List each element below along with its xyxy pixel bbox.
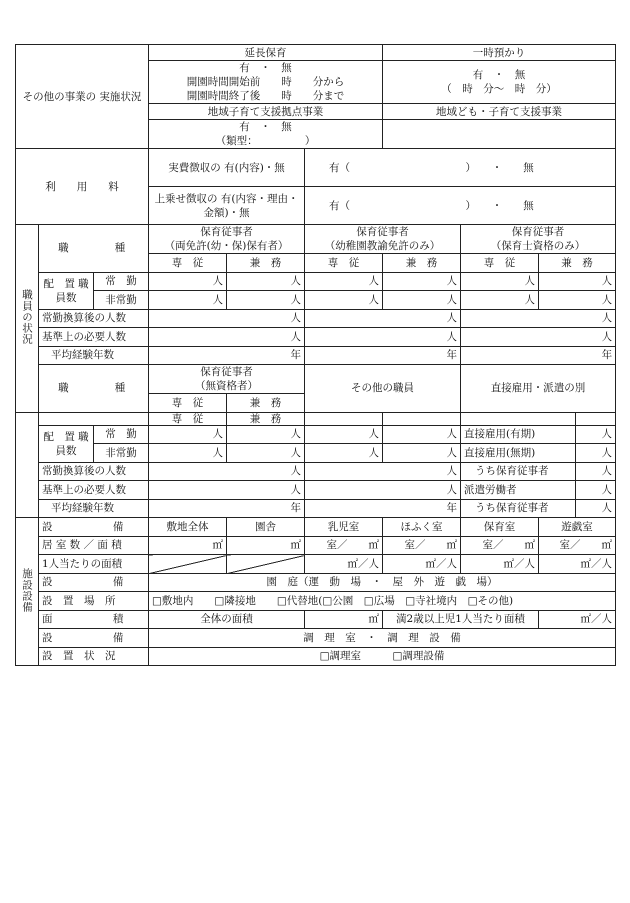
kitchen-header: 調 理 室 ・ 調 理 設 備 xyxy=(149,629,616,648)
group1-b-header: 保育従事者 （幼稚園教諭免許のみ） xyxy=(305,225,461,254)
room-area-cell[interactable]: 室／ ㎡ xyxy=(383,536,461,555)
regular-label: 常 勤 xyxy=(94,425,149,444)
total-area-value[interactable]: ㎡ xyxy=(305,610,383,629)
room-header: 保育室 xyxy=(461,518,539,537)
count-cell[interactable]: 人 xyxy=(305,291,383,310)
full-time-header: 専 従 xyxy=(461,254,539,273)
na-cell xyxy=(227,555,305,574)
count-cell[interactable]: 人 xyxy=(227,444,305,463)
full-time-header: 専 従 xyxy=(149,412,227,425)
placement-label: 配 置 職員数 xyxy=(39,272,94,309)
actual-cost-value[interactable]: 有（ ） ・ 無 xyxy=(305,149,616,187)
years-cell[interactable]: 年 xyxy=(461,346,616,365)
equipment-label: 設 備 xyxy=(39,518,149,537)
count-cell[interactable]: 人 xyxy=(305,481,461,500)
count-cell[interactable]: 人 xyxy=(461,272,539,291)
per-person-cell[interactable]: ㎡／人 xyxy=(383,555,461,574)
dispatched-label: 派遣労働者 xyxy=(461,481,576,500)
count-cell[interactable]: 人 xyxy=(576,481,616,500)
per-person-label: 1人当たりの面積 xyxy=(39,555,149,574)
room-header: 園舎 xyxy=(227,518,305,537)
of-which-care-label: うち保育従事者 xyxy=(461,462,576,481)
room-header: 敷地全体 xyxy=(149,518,227,537)
equipment-label: 設 備 xyxy=(39,573,149,592)
full-time-header: 専 従 xyxy=(305,254,383,273)
other-business-label: その他の事業の 実施状況 xyxy=(16,45,149,149)
non-regular-label: 非常勤 xyxy=(94,291,149,310)
per-person-cell[interactable]: ㎡／人 xyxy=(539,555,616,574)
count-cell[interactable]: 人 xyxy=(576,425,616,444)
temporary-care-details xyxy=(383,61,616,104)
room-area-cell[interactable]: 室／ ㎡ xyxy=(539,536,616,555)
per-person-cell[interactable]: ㎡／人 xyxy=(461,555,539,574)
count-cell[interactable]: 人 xyxy=(149,309,305,328)
count-cell[interactable]: 人 xyxy=(149,425,227,444)
extended-care-start[interactable]: 開園時間開始前 時 分から xyxy=(186,76,345,88)
extra-charge-label: 上乗せ徴収の 有(内容・理由・金額)・無 xyxy=(149,187,305,225)
avg-years-label: 平均経験年数 xyxy=(39,346,149,365)
room-area-cell[interactable]: 室／ ㎡ xyxy=(305,536,383,555)
regional-support-details xyxy=(149,120,383,149)
count-cell[interactable]: 人 xyxy=(149,272,227,291)
regional-support-yes-no[interactable]: 有 ・ 無 xyxy=(239,121,292,133)
extra-charge-value[interactable]: 有（ ） ・ 無 xyxy=(305,187,616,225)
per-person-cell[interactable]: ㎡／人 xyxy=(305,555,383,574)
years-cell[interactable]: 年 xyxy=(149,499,305,518)
count-cell[interactable]: 人 xyxy=(305,328,461,347)
staff-table-2 xyxy=(15,412,616,519)
count-cell[interactable]: 人 xyxy=(539,272,616,291)
count-cell[interactable]: 人 xyxy=(461,291,539,310)
regional-child-support-value[interactable] xyxy=(383,120,616,149)
part-time-header: 兼 務 xyxy=(539,254,616,273)
room-header: 乳児室 xyxy=(305,518,383,537)
fte-label: 常勤換算後の人数 xyxy=(39,462,149,481)
kitchen-options[interactable]: □調理室 □調理設備 xyxy=(149,647,616,666)
count-cell[interactable]: 人 xyxy=(227,291,305,310)
part-time-header: 兼 務 xyxy=(227,394,305,413)
non-regular-label: 非常勤 xyxy=(94,444,149,463)
count-cell[interactable]: 人 xyxy=(576,499,616,518)
temporary-care-yes-no[interactable]: 有 ・ 無 xyxy=(472,69,526,81)
room-header: 遊戯室 xyxy=(539,518,616,537)
part-time-header: 兼 務 xyxy=(227,412,305,425)
of-which-care-label: うち保育従事者 xyxy=(461,499,576,518)
job-type-label: 職 種 xyxy=(39,225,149,273)
years-cell[interactable]: 年 xyxy=(149,346,305,365)
area-label: 面 積 xyxy=(39,610,149,629)
direct-unlimited-label: 直接雇用(無期) xyxy=(461,444,576,463)
extended-care-end[interactable]: 開園時間終了後 時 分まで xyxy=(186,90,345,102)
placement-label: 配 置 職員数 xyxy=(39,425,94,462)
direct-fixed-label: 直接雇用(有期) xyxy=(461,425,576,444)
count-cell[interactable]: 人 xyxy=(149,328,305,347)
equipment-label: 設 備 xyxy=(39,629,149,648)
full-time-header: 専 従 xyxy=(149,394,227,413)
count-cell[interactable]: 人 xyxy=(383,425,461,444)
temporary-care-header: 一時預かり xyxy=(383,45,616,61)
years-cell[interactable]: 年 xyxy=(305,499,461,518)
count-cell[interactable]: 人 xyxy=(305,444,383,463)
count-cell[interactable]: 人 xyxy=(149,462,305,481)
count-cell[interactable]: 人 xyxy=(576,444,616,463)
required-label: 基準上の必要人数 xyxy=(39,328,149,347)
extended-care-header: 延長保育 xyxy=(149,45,383,61)
extended-care-details xyxy=(149,61,383,104)
location-label: 設 置 場 所 xyxy=(39,592,149,611)
actual-cost-label: 実費徴収の 有(内容)・無 xyxy=(149,149,305,187)
count-cell[interactable]: 人 xyxy=(227,272,305,291)
total-area-label: 全体の面積 xyxy=(149,610,305,629)
regional-support-type[interactable]: （類型： ） xyxy=(215,135,316,147)
group2-b-header: その他の職員 xyxy=(305,365,461,413)
location-options[interactable]: □敷地内 □隣接地 □代替地(□公園 □広場 □寺社境内 □その他) xyxy=(149,592,616,611)
regular-label: 常 勤 xyxy=(94,272,149,291)
count-cell[interactable]: 人 xyxy=(539,291,616,310)
room-count-area-label: 居 室 数 ／ 面 積 xyxy=(39,536,149,555)
area-cell[interactable]: ㎡ xyxy=(227,536,305,555)
group2-c-header: 直接雇用・派遣の別 xyxy=(461,365,616,413)
group1-c-header: 保育従事者 （保育士資格のみ） xyxy=(461,225,616,254)
regional-support-header: 地域子育て支援拠点事業 xyxy=(149,104,383,120)
count-cell[interactable]: 人 xyxy=(149,481,305,500)
count-cell[interactable]: 人 xyxy=(149,291,227,310)
per-child-label: 満2歳以上児1人当たり面積 xyxy=(383,610,539,629)
form-page xyxy=(15,44,615,666)
required-label: 基準上の必要人数 xyxy=(39,481,149,500)
install-status-label: 設 置 状 況 xyxy=(39,647,149,666)
garden-header: 園 庭（運 動 場 ・ 屋 外 遊 戯 場） xyxy=(149,573,616,592)
job-type-label: 職 種 xyxy=(39,365,149,413)
count-cell[interactable]: 人 xyxy=(305,462,461,481)
count-cell[interactable]: 人 xyxy=(227,425,305,444)
count-cell[interactable]: 人 xyxy=(461,328,616,347)
room-area-cell[interactable]: 室／ ㎡ xyxy=(461,536,539,555)
staff-section-label: 職員の状況 xyxy=(16,225,39,413)
extended-care-yes-no[interactable]: 有 ・ 無 xyxy=(239,62,292,74)
room-header: ほふく室 xyxy=(383,518,461,537)
na-cell xyxy=(149,555,227,574)
temporary-care-time[interactable]: （ 時 分〜 時 分） xyxy=(441,83,557,95)
count-cell[interactable]: 人 xyxy=(383,272,461,291)
full-time-header: 専 従 xyxy=(149,254,227,273)
avg-years-label: 平均経験年数 xyxy=(39,499,149,518)
facility-report-table xyxy=(15,44,616,413)
count-cell[interactable]: 人 xyxy=(576,462,616,481)
group2-a-header: 保育従事者 （無資格者） xyxy=(149,365,305,394)
fees-label: 利 用 料 xyxy=(16,149,149,225)
count-cell[interactable]: 人 xyxy=(383,444,461,463)
fte-label: 常勤換算後の人数 xyxy=(39,309,149,328)
count-cell[interactable]: 人 xyxy=(461,309,616,328)
years-cell[interactable]: 年 xyxy=(305,346,461,365)
facilities-table xyxy=(15,517,616,666)
part-time-header: 兼 務 xyxy=(383,254,461,273)
facilities-section-label: 施設設備 xyxy=(16,518,39,666)
per-child-value[interactable]: ㎡／人 xyxy=(539,610,616,629)
count-cell[interactable]: 人 xyxy=(305,309,461,328)
count-cell[interactable]: 人 xyxy=(149,444,227,463)
part-time-header: 兼 務 xyxy=(227,254,305,273)
count-cell[interactable]: 人 xyxy=(305,272,383,291)
area-cell[interactable]: ㎡ xyxy=(149,536,227,555)
count-cell[interactable]: 人 xyxy=(383,291,461,310)
group1-a-header: 保育従事者 （両免許(幼・保)保有者） xyxy=(149,225,305,254)
regional-child-support-header: 地域ども・子育て支援事業 xyxy=(383,104,616,120)
count-cell[interactable]: 人 xyxy=(305,425,383,444)
